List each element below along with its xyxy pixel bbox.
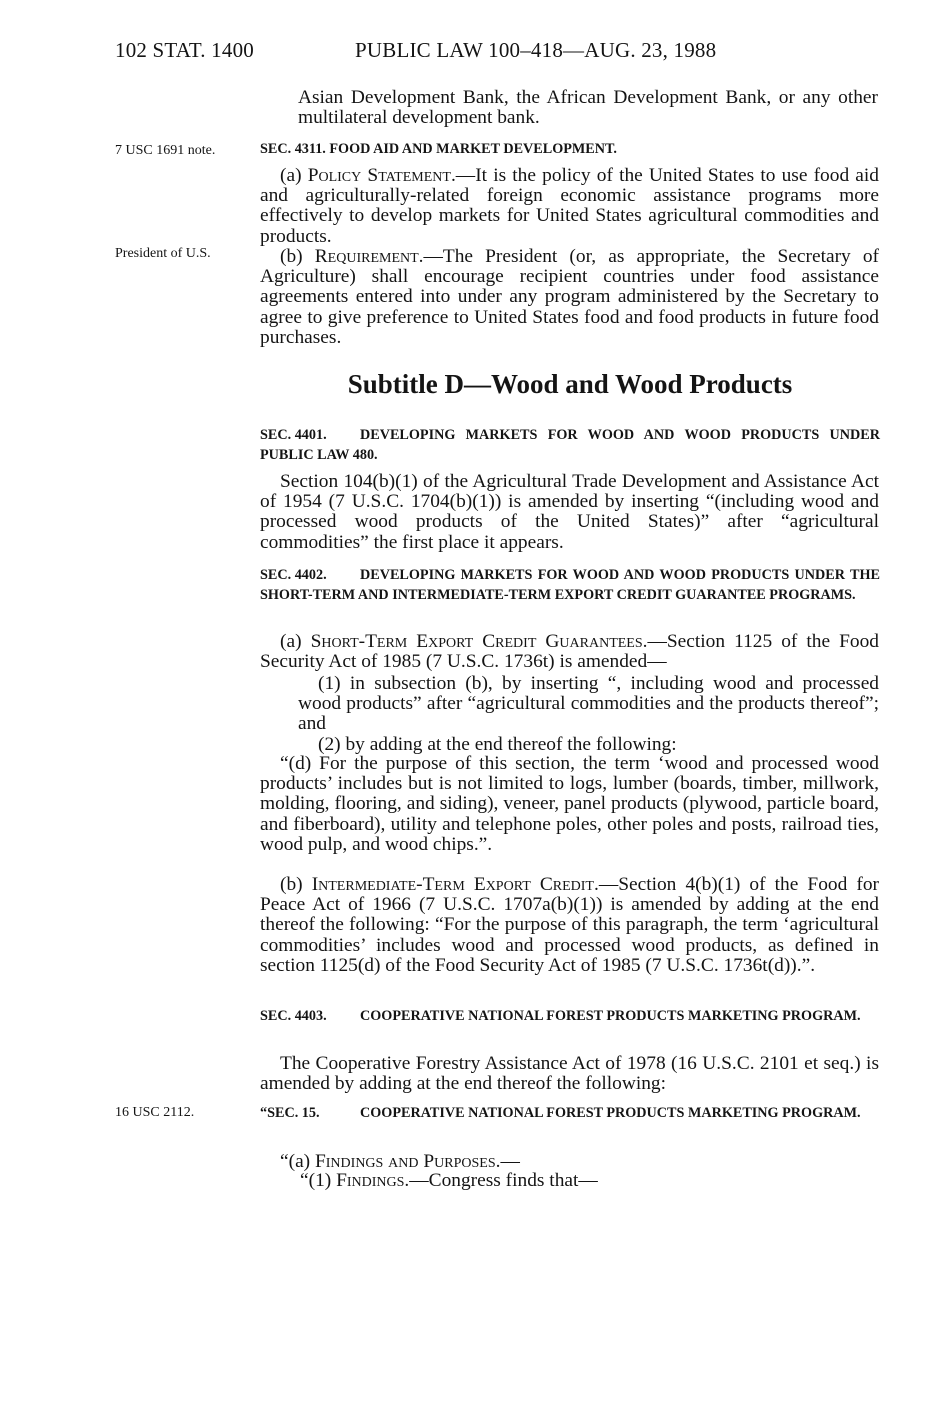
subsection-label: “(a) — [280, 1151, 315, 1172]
subsection-label: (a) — [280, 631, 311, 652]
subsection-label: “(1) — [300, 1170, 337, 1191]
subsection-text: .—It is the policy of the United States to use food aid and agriculturally-related foreign economic assistance programs more effectively to develop markets for United States agricultural commodities and products. — [260, 165, 879, 247]
subsection-caption: Policy Statement — [307, 165, 451, 186]
subsection-label: (a) — [280, 165, 308, 186]
subsection-text: .—Section 1125 of the Food Security Act of 1985 (7 U.S.C. 1736t) is amended— — [260, 631, 879, 673]
subsection-text: .—Section 4(b)(1) of the Food for Peace Act of 1966 (7 U.S.C. 1707a(b)(1)) is amended by adding at the end thereof the following: “For the purpose of this paragraph, the term ‘agricultural commodities’ includes wood and processed wood products, as defined in section 1125(d) of the Food Security Act of 1985 (7 U.S.C. 1736t(d)).”. — [260, 874, 879, 976]
section-title: DEVELOPING MARKETS FOR WOOD AND WOOD PRODUCTS UNDER THE SHORT-TERM AND INTERMEDIATE-TERM EXPORT CREDIT GUARANTEE PROGRAMS. — [260, 567, 880, 603]
margin-note-usc-1691: 7 USC 1691 note. — [115, 143, 216, 158]
subsection-caption: Findings and Purposes — [314, 1151, 496, 1172]
subsection-text: .—Congress finds that— — [404, 1170, 598, 1191]
subsection-caption: Requirement — [314, 246, 419, 267]
section-4402-paragraph-1: (1) in subsection (b), by inserting “, including wood and processed wood products” after “agricultural commodities and the products thereof”; and — [298, 673, 879, 735]
section-number: SEC. 4401. — [260, 427, 327, 443]
margin-note-usc-2112: 16 USC 2112. — [115, 1105, 195, 1120]
section-15-findings — [300, 1171, 880, 1191]
section-title: COOPERATIVE NATIONAL FOREST PRODUCTS MARKETING PROGRAM. — [360, 1105, 861, 1121]
section-4401-text: Section 104(b)(1) of the Agricultural Trade Development and Assistance Act of 1954 (7 U.S.C. 1704(b)(1)) is amended by inserting “(including wood and processed wood products of the United States)” after “agricultural commodities” the first place it appears. — [260, 471, 879, 553]
section-15-heading — [260, 1104, 880, 1124]
section-4402-paragraph-2: (2) by adding at the end thereof the following: — [318, 734, 677, 755]
section-4402-intermediate-term — [260, 875, 879, 976]
section-4402-heading — [260, 566, 880, 605]
section-4311-policy-statement — [260, 166, 879, 247]
section-4402-definition: “(d) For the purpose of this section, the term ‘wood and processed wood products’ includes but is not limited to logs, lumber (boards, timber, millwork, molding, flooring, and siding), veneer, panel products (plywood, particle board, and fiberboard), utility and telephone poles, other poles and posts, railroad ties, wood pulp, and wood chips.”. — [260, 753, 879, 855]
section-number: “SEC. 15. — [260, 1105, 320, 1121]
section-title: COOPERATIVE NATIONAL FOREST PRODUCTS MARKETING PROGRAM. — [360, 1008, 861, 1024]
section-number: SEC. 4403. — [260, 1008, 327, 1024]
subsection-label: (b) — [280, 246, 315, 267]
section-4311-heading: SEC. 4311. FOOD AID AND MARKET DEVELOPMENT. — [260, 141, 617, 157]
subsection-text: .—The President (or, as appropriate, the Secretary of Agriculture) shall encourage recipient countries under food assistance agreements entered into under any program administered by the Secretary to agree to give preference to United States food and food products in future food purchases. — [260, 246, 879, 348]
subsection-caption: Short-Term Export Credit Guarantees — [310, 631, 643, 652]
intro-paragraph: Asian Development Bank, the African Development Bank, or any other multilateral development bank. — [298, 87, 878, 129]
page-law-title: PUBLIC LAW 100–418—AUG. 23, 1988 — [355, 38, 717, 62]
section-4311-requirement — [260, 247, 879, 348]
page-stat-number: 102 STAT. 1400 — [115, 38, 254, 62]
section-4402-short-term — [260, 632, 879, 672]
subsection-label: (b) — [280, 874, 312, 895]
section-4403-text: The Cooperative Forestry Assistance Act of 1978 (16 U.S.C. 2101 et seq.) is amended by adding at the end thereof the following: — [260, 1053, 879, 1095]
section-title: DEVELOPING MARKETS FOR WOOD AND WOOD PRODUCTS UNDER PUBLIC LAW 480. — [260, 427, 880, 463]
section-4403-heading — [260, 1007, 880, 1027]
section-4401-heading — [260, 426, 880, 465]
margin-note-president: President of U.S. — [115, 246, 211, 261]
subsection-caption: Findings — [336, 1170, 405, 1191]
section-number: SEC. 4402. — [260, 567, 327, 583]
subtitle-d-heading: Subtitle D—Wood and Wood Products — [347, 369, 793, 399]
subsection-caption: Intermediate-Term Export Credit — [311, 874, 594, 895]
subsection-text: .— — [495, 1151, 520, 1172]
